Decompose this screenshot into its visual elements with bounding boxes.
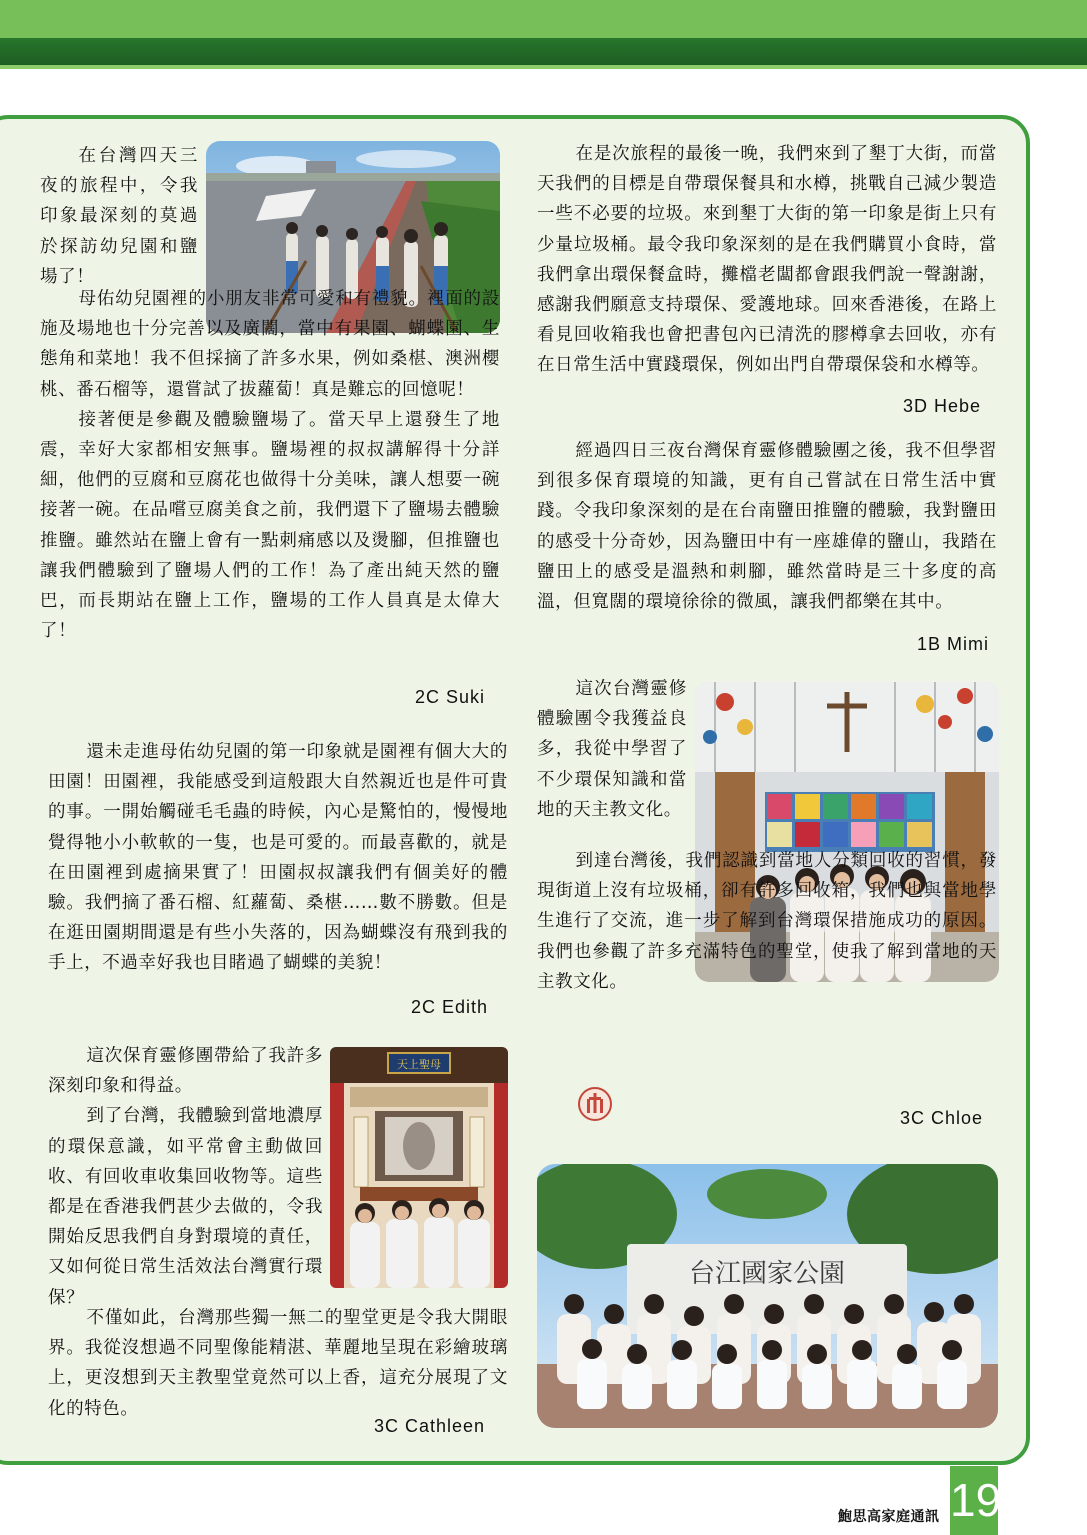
- edith-paragraph-1: 還未走進母佑幼兒園的第一印象就是園裡有個大大的田園！田園裡，我能感受到這般跟大自然親近也是件可貴的事。一開始觸碰毛毛蟲的時候，內心是驚怕的，慢慢地覺得牠小小軟軟的一隻，也是可愛的。而最喜歡的，就是在田園裡到處摘果實了！田園叔叔讓我們有個美好的體驗。我們摘了番石榴、紅蘿蔔、桑椹……數不勝數。但是在逛田園期間還是有些小失落的，因為蝴蝶沒有飛到我的手上，不過幸好我也目睹過了蝴蝶的美貌！: [48, 742, 508, 974]
- suki-intro-text: [40, 141, 198, 292]
- chloe-paragraph-1: 這次台灣靈修體驗團令我獲益良多，我從中學習了不少環保知識和當地的天主教文化。: [537, 679, 687, 820]
- suki-paragraph-1: 在台灣四天三夜的旅程中，令我印象最深刻的莫過於探訪幼兒園和鹽場了！: [40, 146, 198, 287]
- suki-body-text: [40, 284, 500, 646]
- hebe-text: [537, 139, 997, 381]
- mimi-signature: 1B Mimi: [917, 634, 990, 654]
- temple-sign-text: 天上聖母: [397, 1058, 441, 1071]
- cathleen-text-narrow: [48, 1041, 323, 1313]
- mimi-paragraph-1: 經過四日三夜台灣保育靈修體驗團之後，我不但學習到很多保育環境的知識，更有自己嘗試在日常生活中實踐。令我印象深刻的是在台南鹽田推鹽的體驗，我對鹽田的感受十分奇妙，因為鹽田中有一座雄偉的鹽山，我踏在鹽田上的感受是溫熱和刺腳，雖然當時是三十多度的高溫，但寬闊的環境徐徐的微風，讓我們都樂在其中。: [537, 441, 997, 613]
- suki-signature: 2C Suki: [415, 687, 486, 707]
- group-photo: [537, 1164, 998, 1428]
- suki-paragraph-2: 母佑幼兒園裡的小朋友非常可愛和有禮貌。裡面的設施及場地也十分完善以及廣闊，當中有果園、蝴蝶園、生態角和菜地！我不但採摘了許多水果，例如桑椹、澳洲櫻桃、番石榴等，還嘗試了拔蘿蔔！真是難忘的回憶呢！: [40, 289, 500, 400]
- publication-name: 鮑思高家庭通訊: [838, 1509, 940, 1525]
- edith-text: [48, 737, 508, 979]
- cathleen-paragraph-1: 這次保育靈修團帶給了我許多深刻印象和得益。: [48, 1046, 323, 1097]
- suki-paragraph-3: 接著便是參觀及體驗鹽場了。當天早上還發生了地震，幸好大家都相安無事。鹽場裡的叔叔講解得十分詳細，他們的豆腐和豆腐花也做得十分美味，讓人想要一碗接著一碗。在品嚐豆腐美食之前，我們還下了鹽場去體驗推鹽。雖然站在鹽上會有一點刺痛感以及燙腳，但推鹽也讓我們體驗到了鹽場人們的工作！為了產出純天然的鹽巴，而長期站在鹽上工作，鹽場的工作人員真是太偉大了！: [40, 409, 500, 642]
- cathleen-paragraph-2: 到了台灣，我體驗到當地濃厚的環保意識，如平常會主動做回收、有回收車收集回收物等。這些都是在香港我們甚少去做的，令我開始反思我們自身對環境的責任，又如何從日常生活效法台灣實行環保？: [48, 1106, 323, 1308]
- edith-signature: 2C Edith: [411, 997, 489, 1017]
- cathleen-signature: 3C Cathleen: [374, 1416, 486, 1436]
- header-band-light: [0, 0, 1087, 38]
- chloe-text-narrow: [537, 674, 687, 825]
- hebe-paragraph-1: 在是次旅程的最後一晚，我們來到了墾丁大街，而當天我們的目標是自帶環保餐具和水樽，挑戰自己減少製造一些不必要的垃圾。來到墾丁大街的第一印象是街上只有少量垃圾桶。最令我印象深刻的是在我們購買小食時，當我們拿出環保餐盒時，攤檔老闆都會跟我們說一聲謝謝，感謝我們願意支持環保、愛護地球。回來香港後，在路上看見回收箱我也會把書包內已清洗的膠樽拿去回收，亦有在日常生活中實踐環保，例如出門自帶環保袋和水樽等。: [537, 144, 997, 376]
- cathleen-text-wide: [48, 1303, 508, 1424]
- temple-photo: [330, 1047, 508, 1288]
- hebe-signature: 3D Hebe: [903, 396, 982, 416]
- page-number: 19: [950, 1466, 998, 1535]
- mimi-text: [537, 436, 997, 617]
- header-band-line: [0, 65, 1087, 69]
- salesian-logo-icon: [578, 1087, 612, 1121]
- chloe-text-wide: [537, 846, 997, 997]
- chloe-signature: 3C Chloe: [900, 1108, 984, 1128]
- chloe-paragraph-2: 到達台灣後，我們認識到當地人分類回收的習慣，發現街道上沒有垃圾桶，卻有許多回收箱，我們也與當地學生進行了交流，進一步了解到台灣環保措施成功的原因。我們也參觀了許多充滿特色的聖堂，使我了解到當地的天主教文化。: [537, 851, 997, 992]
- header-band-dark: [0, 38, 1087, 65]
- park-sign-text: 台江國家公園: [688, 1259, 846, 1289]
- cathleen-paragraph-3: 不僅如此，台灣那些獨一無二的聖堂更是令我大開眼界。我從沒想過不同聖像能精湛、華麗地呈現在彩繪玻璃上，更沒想到天主教聖堂竟然可以上香，這充分展現了文化的特色。: [48, 1308, 508, 1419]
